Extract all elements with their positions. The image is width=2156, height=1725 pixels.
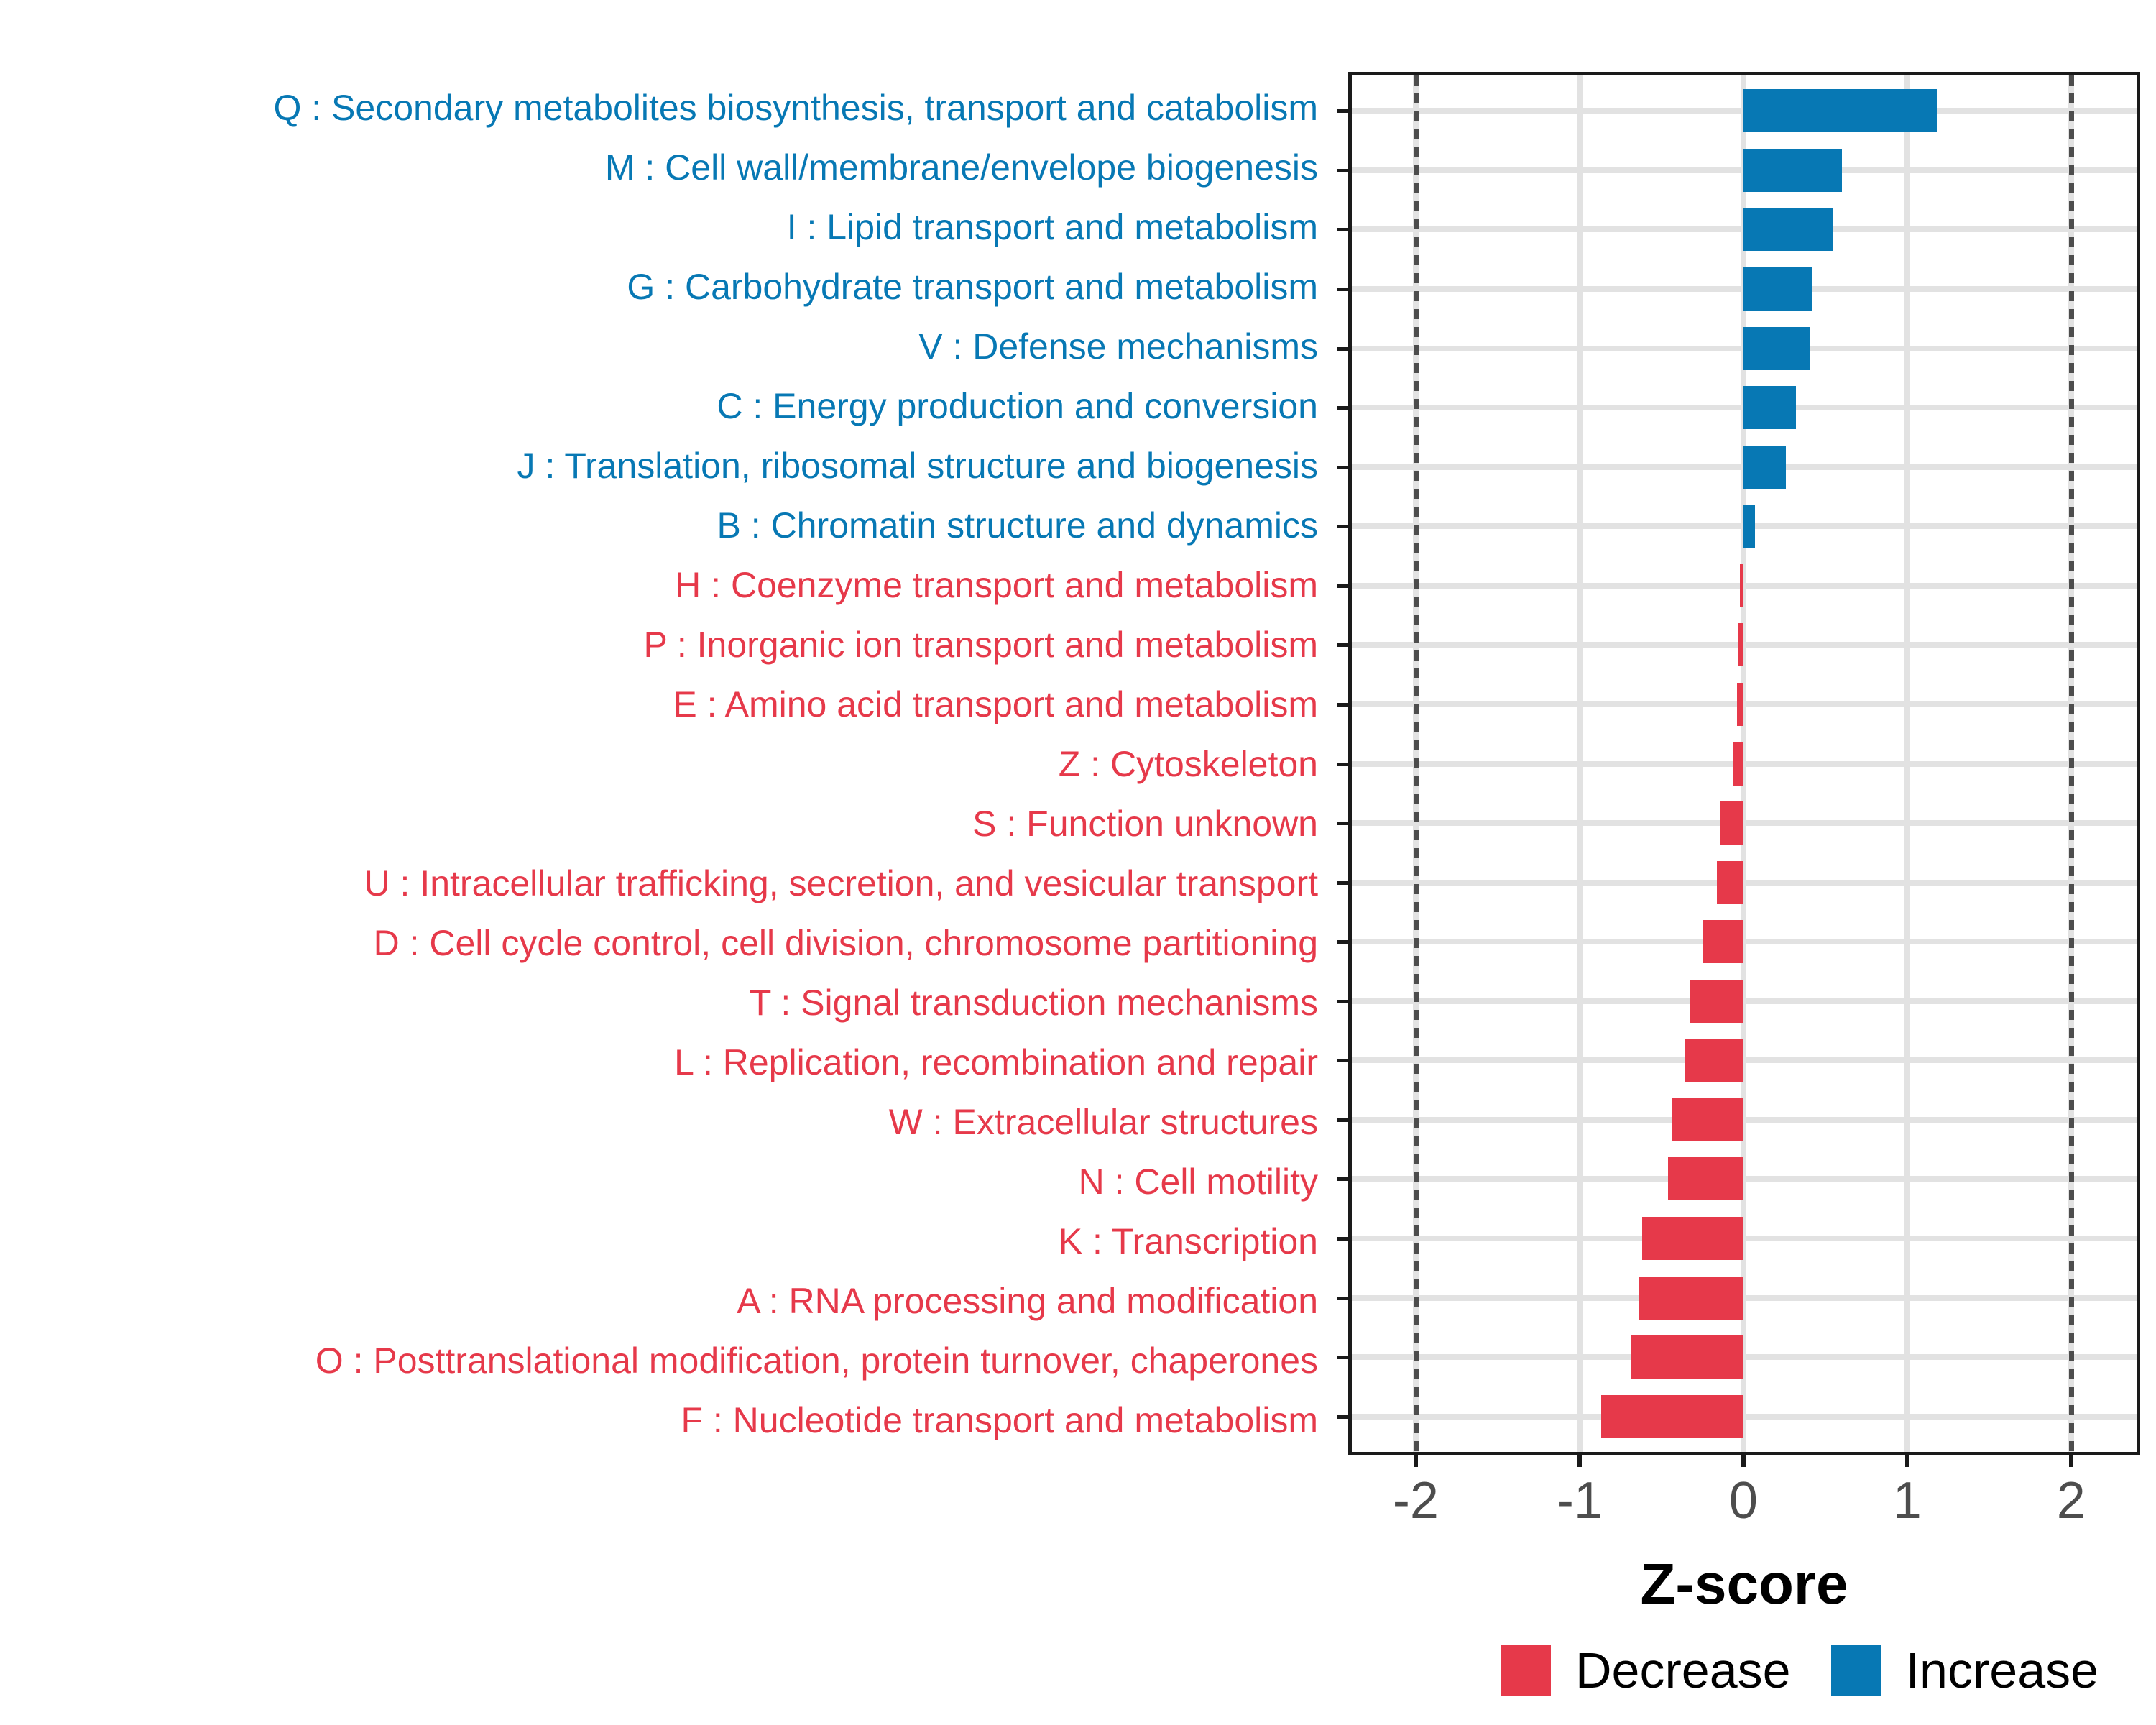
category-row <box>0 1032 1327 1092</box>
x-axis-tick-labels <box>0 1472 2156 1540</box>
category-row <box>0 794 1327 853</box>
plot-panel-inner <box>1352 75 2137 1452</box>
bar-S <box>1720 801 1743 845</box>
x-tick-mark <box>1905 1455 1909 1467</box>
y-tick-mark <box>1337 1177 1348 1181</box>
x-tick-mark <box>1414 1455 1418 1467</box>
v-gridline <box>1577 75 1583 1452</box>
x-tick-label: 1 <box>1892 1472 1922 1530</box>
category-label: L : Replication, recombination and repair <box>674 1041 1318 1082</box>
category-label: U : Intracellular trafficking, secretion, and vesicular transport <box>364 862 1318 903</box>
bar-W <box>1672 1098 1743 1141</box>
bar-D <box>1703 920 1743 963</box>
category-label: Z : Cytoskeleton <box>1058 743 1318 784</box>
y-tick-mark <box>1337 763 1348 766</box>
y-tick-mark <box>1337 1237 1348 1241</box>
y-tick-mark <box>1337 1415 1348 1419</box>
category-label: T : Signal transduction mechanisms <box>749 982 1318 1023</box>
category-row <box>0 1211 1327 1271</box>
y-tick-mark <box>1337 288 1348 291</box>
bar-T <box>1690 980 1743 1023</box>
legend-label-increase: Increase <box>1905 1642 2099 1698</box>
category-label: J : Translation, ribosomal structure and biogenesis <box>517 445 1318 486</box>
legend-label-decrease: Decrease <box>1575 1642 1791 1698</box>
bar-E <box>1737 683 1743 726</box>
category-label: C : Energy production and conversion <box>717 385 1318 426</box>
category-row <box>0 495 1327 555</box>
bar-O <box>1631 1335 1743 1379</box>
bar-U <box>1717 861 1743 904</box>
x-tick-mark <box>1577 1455 1582 1467</box>
y-tick-mark <box>1337 1000 1348 1003</box>
threshold-dashed-line <box>1414 75 1419 1452</box>
category-label: D : Cell cycle control, cell division, chromosome partitioning <box>373 922 1318 963</box>
category-label: K : Transcription <box>1058 1220 1318 1261</box>
y-tick-mark <box>1337 822 1348 825</box>
decrease-swatch <box>1501 1645 1551 1696</box>
y-tick-mark <box>1337 1059 1348 1062</box>
y-tick-mark <box>1337 406 1348 410</box>
category-label: B : Chromatin structure and dynamics <box>717 505 1318 546</box>
category-row <box>0 1271 1327 1330</box>
y-tick-mark <box>1337 1118 1348 1122</box>
x-tick-mark <box>2069 1455 2073 1467</box>
bar-C <box>1743 386 1796 429</box>
bar-Z <box>1733 742 1743 786</box>
y-tick-mark <box>1337 1356 1348 1359</box>
y-tick-mark <box>1337 169 1348 172</box>
x-tick-label: 0 <box>1728 1472 1758 1530</box>
x-axis-ticks <box>0 1455 2156 1470</box>
y-tick-mark <box>1337 228 1348 231</box>
category-row <box>0 972 1327 1032</box>
category-row <box>0 1390 1327 1450</box>
category-row <box>0 257 1327 316</box>
x-tick-label: 2 <box>2056 1472 2086 1530</box>
category-row <box>0 197 1327 257</box>
category-row <box>0 615 1327 674</box>
category-row <box>0 1151 1327 1211</box>
threshold-dashed-line <box>2069 75 2074 1452</box>
x-tick-mark <box>1741 1455 1746 1467</box>
category-label: A : RNA processing and modification <box>737 1280 1318 1321</box>
y-tick-mark <box>1337 347 1348 351</box>
bar-M <box>1743 149 1842 192</box>
category-row <box>0 376 1327 436</box>
category-label: H : Coenzyme transport and metabolism <box>675 564 1318 605</box>
y-tick-mark <box>1337 940 1348 944</box>
category-row <box>0 555 1327 615</box>
category-row <box>0 137 1327 197</box>
bar-F <box>1601 1395 1743 1438</box>
category-row <box>0 78 1327 137</box>
bar-B <box>1743 505 1755 548</box>
category-row <box>0 436 1327 495</box>
increase-swatch <box>1831 1645 1881 1696</box>
y-tick-mark <box>1337 881 1348 885</box>
category-label: N : Cell motility <box>1078 1161 1318 1202</box>
y-axis-ticks <box>1328 72 1348 1455</box>
category-row <box>0 1330 1327 1390</box>
x-tick-label: -2 <box>1392 1472 1439 1530</box>
bar-A <box>1639 1276 1743 1320</box>
y-tick-mark <box>1337 466 1348 469</box>
category-label: O : Posttranslational modification, protein turnover, chaperones <box>315 1340 1318 1381</box>
y-tick-mark <box>1337 109 1348 113</box>
bar-G <box>1743 267 1812 310</box>
category-label: P : Inorganic ion transport and metabolism <box>643 624 1318 665</box>
y-tick-mark <box>1337 703 1348 707</box>
legend-item-decrease <box>1501 1642 1791 1699</box>
category-row <box>0 674 1327 734</box>
x-tick-label: -1 <box>1556 1472 1603 1530</box>
category-label: Q : Secondary metabolites biosynthesis, transport and catabolism <box>273 87 1318 128</box>
bar-P <box>1738 623 1743 666</box>
category-label: V : Defense mechanisms <box>918 326 1318 367</box>
category-label: I : Lipid transport and metabolism <box>786 206 1318 247</box>
y-tick-mark <box>1337 525 1348 528</box>
y-tick-mark <box>1337 1297 1348 1300</box>
y-tick-mark <box>1337 643 1348 647</box>
category-row <box>0 1092 1327 1151</box>
category-label: W : Extracellular structures <box>888 1101 1318 1142</box>
category-row <box>0 853 1327 913</box>
v-gridline <box>1904 75 1910 1452</box>
category-label: M : Cell wall/membrane/envelope biogenesis <box>604 147 1318 188</box>
y-tick-mark <box>1337 584 1348 588</box>
category-label: S : Function unknown <box>972 803 1318 844</box>
bar-H <box>1740 564 1743 607</box>
category-labels-column <box>0 72 1327 1455</box>
category-row <box>0 734 1327 794</box>
category-label: F : Nucleotide transport and metabolism <box>681 1399 1318 1440</box>
legend <box>1501 1642 2099 1699</box>
x-axis-title: Z-score <box>1640 1552 1848 1616</box>
bar-V <box>1743 327 1810 370</box>
bar-N <box>1668 1157 1743 1200</box>
category-row <box>0 316 1327 376</box>
legend-item-increase <box>1831 1642 2099 1699</box>
bar-L <box>1685 1039 1743 1082</box>
bar-K <box>1642 1217 1743 1260</box>
category-row <box>0 913 1327 972</box>
category-label: E : Amino acid transport and metabolism <box>673 684 1318 724</box>
plot-panel <box>1348 72 2140 1455</box>
category-label: G : Carbohydrate transport and metabolism <box>627 266 1318 307</box>
bar-Q <box>1743 89 1937 132</box>
bar-I <box>1743 208 1833 251</box>
bar-J <box>1743 446 1786 489</box>
